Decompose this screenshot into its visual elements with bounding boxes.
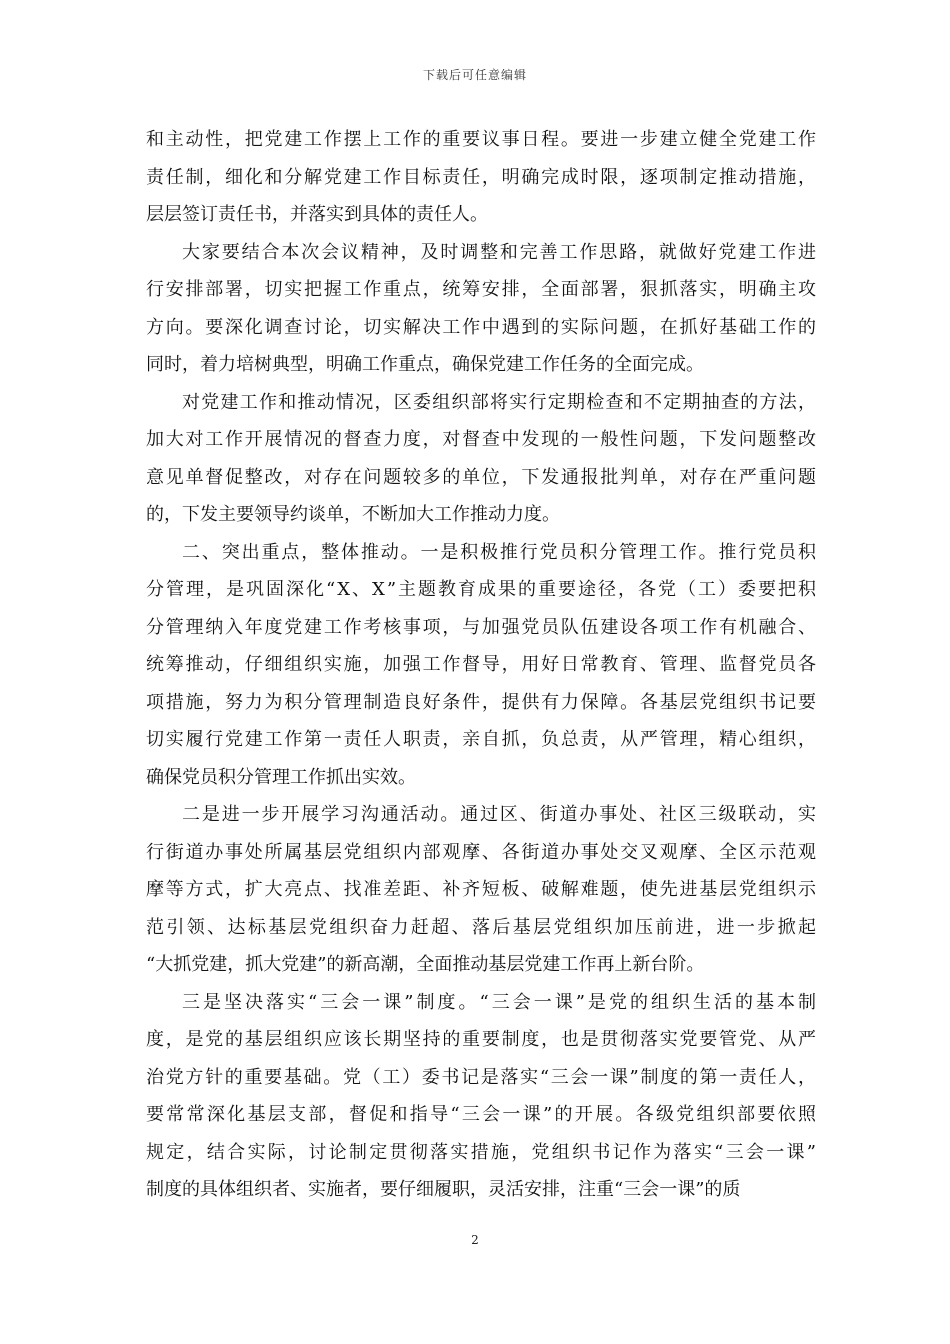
text-line: 意见单督促整改，对存在问题较多的单位，下发通报批判单，对存在严重问题 [146, 466, 818, 488]
text-line: 治党方针的重要基础。党（工）委书记是落实“三会一课”制度的第一责任人， [146, 1066, 818, 1088]
text-line: 责任制，细化和分解党建工作目标责任，明确完成时限，逐项制定推动措施， [146, 166, 818, 188]
text-line: 同时，着力培树典型，明确工作重点，确保党建工作任务的全面完成。 [146, 354, 704, 375]
text-line: 要常常深化基层支部，督促和指导“三会一课”的开展。各级党组织部要依照 [146, 1104, 819, 1125]
text-line: 分管理纳入年度党建工作考核事项，与加强党员队伍建设各项工作有机融合、 [146, 616, 818, 638]
document-body [146, 121, 819, 1209]
text-line: 大家要结合本次会议精神，及时调整和完善工作思路，就做好党建工作进 [182, 241, 818, 263]
text-line: 统筹推动，仔细组织实施，加强工作督导，用好日常教育、管理、监督党员各 [146, 654, 818, 675]
text-line: 方向。要深化调查讨论，切实解决工作中遇到的实际问题，在抓好基础工作的 [146, 316, 818, 338]
text-line: 切实履行党建工作第一责任人职责，亲自抓，负总责，从严管理，精心组织， [146, 729, 818, 750]
text-line: 行街道办事处所属基层党组织内部观摩、各街道办事处交叉观摩、全区示范观 [146, 841, 818, 863]
text-line: 项措施，努力为积分管理制造良好条件，提供有力保障。各基层党组织书记要 [146, 691, 818, 713]
text-line: 二是进一步开展学习沟通活动。通过区、街道办事处、社区三级联动，实 [182, 804, 818, 825]
page-header: 下载后可任意编辑 [422, 68, 527, 82]
text-line: 的，下发主要领导约谈单，不断加大工作推动力度。 [146, 504, 560, 525]
text-line: 范引领、达标基层党组织奋力赶超、落后基层党组织加压前进，进一步掀起 [146, 916, 819, 938]
text-line: 二、突出重点，整体推动。一是积极推行党员积分管理工作。推行党员积 [182, 541, 818, 563]
text-line: 层层签订责任书，并落实到具体的责任人。 [146, 204, 488, 225]
text-line: 分管理，是巩固深化“X、X”主题教育成果的重要途径，各党（工）委要把积 [146, 579, 818, 600]
text-line: 摩等方式，扩大亮点、找准差距、补齐短板、破解难题，使先进基层党组织示 [146, 879, 818, 900]
page-number: 2 [471, 1233, 479, 1247]
text-line: 加大对工作开展情况的督查力度，对督查中发现的一般性问题，下发问题整改 [146, 429, 818, 450]
text-line: 制度的具体组织者、实施者，要仔细履职，灵活安排，注重“三会一课”的质 [146, 1179, 741, 1200]
text-line: 三是坚决落实“三会一课”制度。“三会一课”是党的组织生活的基本制 [182, 991, 819, 1013]
text-line: 确保党员积分管理工作抓出实效。 [146, 766, 416, 788]
text-line: 对党建工作和推动情况，区委组织部将实行定期检查和不定期抽查的方法， [182, 391, 818, 413]
text-line: 行安排部署，切实把握工作重点，统筹安排，全面部署，狠抓落实，明确主攻 [146, 279, 818, 300]
text-line: 和主动性，把党建工作摆上工作的重要议事日程。要进一步建立健全党建工作 [146, 129, 818, 150]
text-line: “大抓党建，抓大党建”的新高潮，全面推动基层党建工作再上新台阶。 [146, 954, 705, 975]
text-line: 规定，结合实际，讨论制定贯彻落实措施，党组织书记作为落实“三会一课” [146, 1141, 819, 1163]
text-line: 度，是党的基层组织应该长期坚持的重要制度，也是贯彻落实党要管党、从严 [146, 1029, 818, 1050]
